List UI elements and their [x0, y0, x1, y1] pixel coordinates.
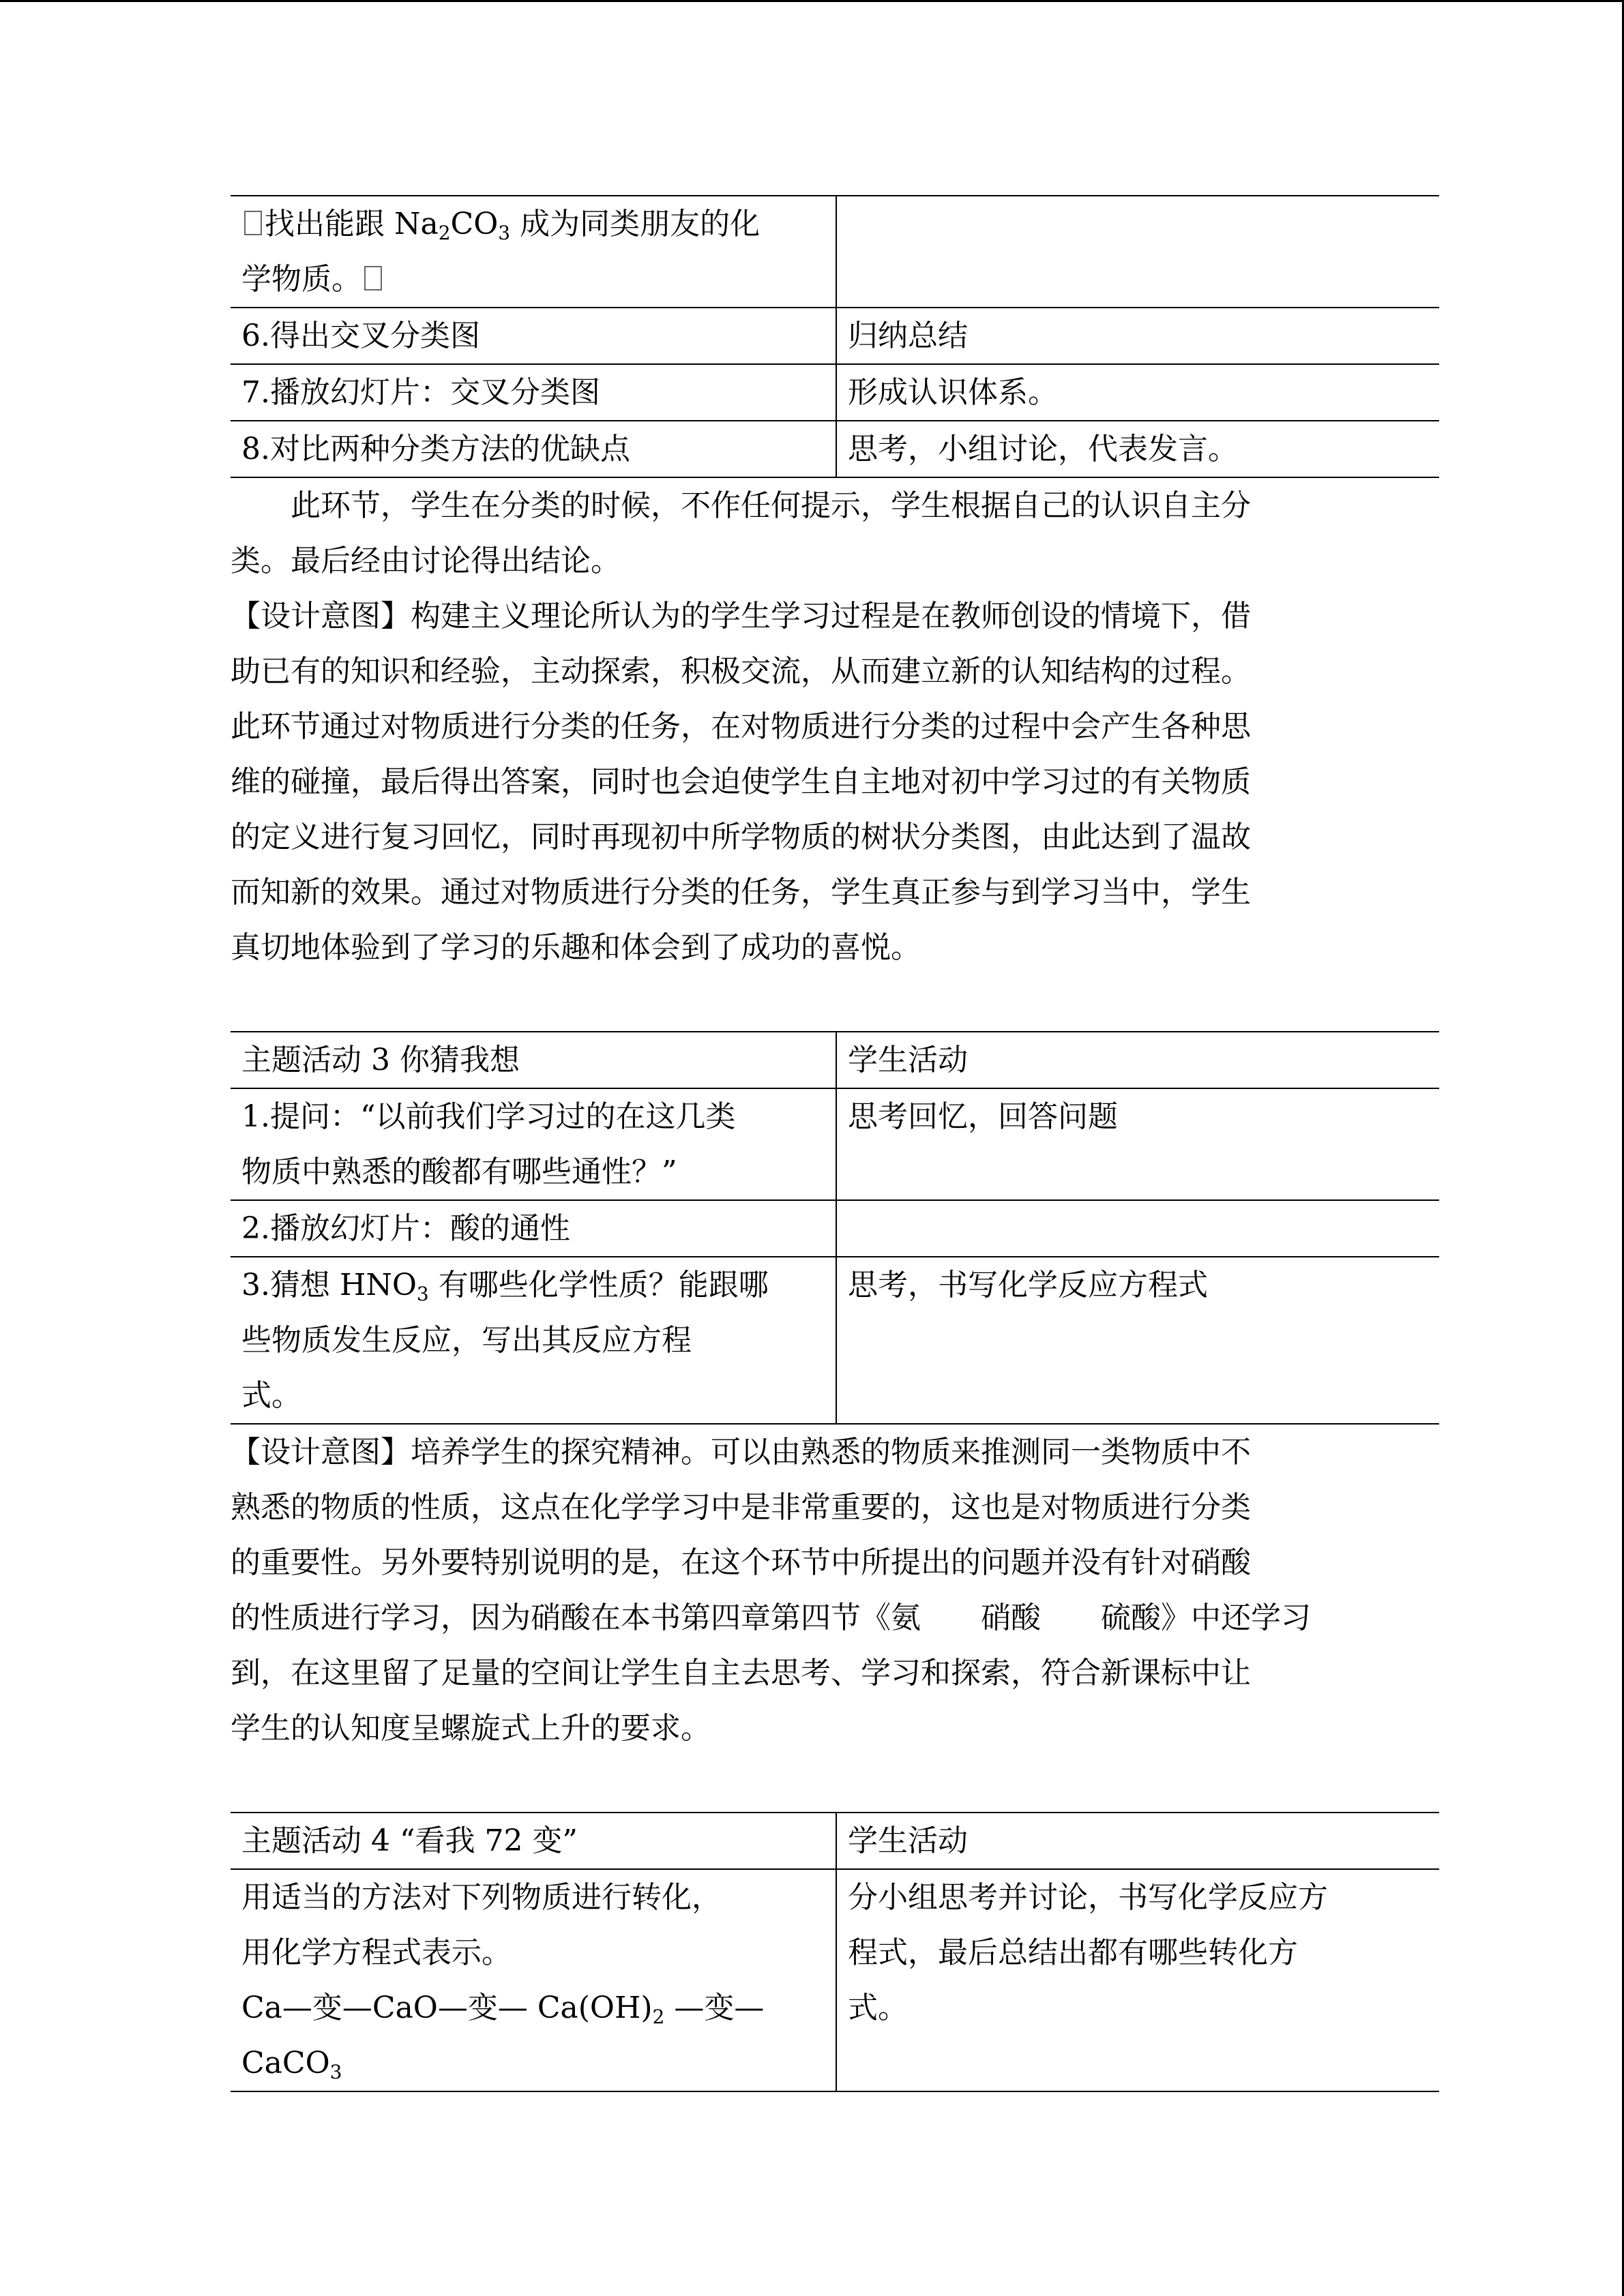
- table-header-row: [231, 1032, 1439, 1088]
- table-cell: 思考，小组讨论，代表发言。: [836, 421, 1439, 477]
- table-cell: [231, 1869, 836, 2091]
- table-header-cell: 主题活动 4 “看我 72 变”: [231, 1813, 836, 1869]
- table-row: [231, 308, 1439, 364]
- cell-text: 学物质。: [241, 262, 361, 297]
- cell-text: CaCO: [241, 2046, 330, 2081]
- table-row: [231, 1257, 1439, 1424]
- text-line: 类。最后经由讨论得出结论。: [231, 543, 621, 578]
- cell-text: 用适当的方法对下列物质进行转化，: [241, 1880, 722, 1915]
- table-cell: [231, 1088, 836, 1200]
- subscript: 3: [416, 1283, 429, 1305]
- cell-text: 些物质发生反应，写出其反应方程: [241, 1323, 692, 1358]
- paragraph-summary: [231, 478, 1394, 588]
- cell-text: 成为同类朋友的化: [510, 207, 761, 241]
- subscript: 2: [652, 2006, 665, 2028]
- cell-text: 物质中熟悉的酸都有哪些通性？”: [241, 1154, 677, 1189]
- text-line: 助已有的知识和经验，主动探索，积极交流，从而建立新的认知结构的过程。: [231, 654, 1251, 689]
- table-row: [231, 1200, 1439, 1257]
- document-body: [231, 195, 1394, 2092]
- activity-table-2-continued: [231, 195, 1439, 478]
- table-row: [231, 1088, 1439, 1200]
- spacer: [231, 975, 1394, 1031]
- cell-text: CO: [450, 207, 499, 241]
- placeholder-box-icon: [364, 266, 382, 290]
- paragraph-design-intent-1: [231, 588, 1394, 975]
- cell-text: 找出能跟 Na: [265, 207, 439, 241]
- text-line: 维的碰撞，最后得出答案，同时也会迫使学生自主地对初中学习过的有关物质: [231, 764, 1251, 799]
- table-header-cell: 学生活动: [836, 1032, 1439, 1088]
- table-cell: 形成认识体系。: [836, 364, 1439, 421]
- cell-text: 3.猜想 HNO: [241, 1268, 417, 1302]
- cell-text: —变—: [664, 1991, 765, 2025]
- subscript: 3: [329, 2061, 342, 2083]
- paragraph-design-intent-2: [231, 1425, 1394, 1756]
- text-line: 的性质进行学习，因为硝酸在本书第四章第四节《氨 硝酸 硫酸》中还学习: [231, 1600, 1311, 1635]
- table-row: [231, 421, 1439, 477]
- table-cell: [231, 1257, 836, 1424]
- cell-text: 程式，最后总结出都有哪些转化方: [848, 1935, 1298, 1970]
- table-cell: 思考，书写化学反应方程式: [836, 1257, 1439, 1424]
- text-line: 【设计意图】培养学生的探究精神。可以由熟悉的物质来推测同一类物质中不: [231, 1435, 1251, 1470]
- table-row: [231, 1869, 1439, 2091]
- text-line: 熟悉的物质的性质，这点在化学学习中是非常重要的，这也是对物质进行分类: [231, 1490, 1251, 1525]
- table-cell: 2.播放幻灯片：酸的通性: [231, 1200, 836, 1257]
- subscript: 2: [438, 222, 451, 244]
- placeholder-box-icon: [244, 211, 262, 235]
- table-header-cell: 主题活动 3 你猜我想: [231, 1032, 836, 1088]
- table-cell: [231, 196, 836, 308]
- text-line: 而知新的效果。通过对物质进行分类的任务，学生真正参与到学习当中，学生: [231, 875, 1251, 910]
- subscript: 3: [498, 222, 511, 244]
- text-line: 学生的认知度呈螺旋式上升的要求。: [231, 1711, 711, 1746]
- text-line: 【设计意图】构建主义理论所认为的学生学习过程是在教师创设的情境下，借: [231, 599, 1251, 633]
- text-line: 的定义进行复习回忆，同时再现初中所学物质的树状分类图，由此达到了温故: [231, 820, 1251, 854]
- text-line: 的重要性。另外要特别说明的是，在这个环节中所提出的问题并没有针对硝酸: [231, 1545, 1251, 1580]
- text-line: 到，在这里留了足量的空间让学生自主去思考、学习和探索，符合新课标中让: [231, 1656, 1251, 1690]
- cell-text: 式。: [848, 1991, 908, 2025]
- table-cell: [836, 1869, 1439, 2091]
- cell-text: 有哪些化学性质？能跟哪: [428, 1268, 769, 1302]
- table-cell: [836, 1200, 1439, 1257]
- table-cell: 归纳总结: [836, 308, 1439, 364]
- table-cell: 8.对比两种分类方法的优缺点: [231, 421, 836, 477]
- cell-text: 1.提问：“以前我们学习过的在这几类: [241, 1099, 736, 1134]
- text-line: 此环节通过对物质进行分类的任务，在对物质进行分类的过程中会产生各种思: [231, 709, 1251, 744]
- table-cell: 6.得出交叉分类图: [231, 308, 836, 364]
- table-row: [231, 364, 1439, 421]
- table-header-cell: 学生活动: [836, 1813, 1439, 1869]
- activity-table-4: [231, 1812, 1439, 2092]
- cell-text: 分小组思考并讨论，书写化学反应方: [848, 1880, 1328, 1915]
- cell-text: 用化学方程式表示。: [241, 1935, 512, 1970]
- table-header-row: [231, 1813, 1439, 1869]
- cell-text: 式。: [241, 1378, 301, 1413]
- activity-table-3: [231, 1031, 1439, 1425]
- table-row: [231, 196, 1439, 308]
- table-cell: 7.播放幻灯片：交叉分类图: [231, 364, 836, 421]
- cell-text: Ca—变—CaO—变— Ca(OH): [241, 1991, 653, 2025]
- text-line: 此环节，学生在分类的时候，不作任何提示，学生根据自己的认识自主分: [291, 488, 1251, 523]
- table-cell: 思考回忆，回答问题: [836, 1088, 1439, 1200]
- table-cell: [836, 196, 1439, 308]
- text-line: 真切地体验到了学习的乐趣和体会到了成功的喜悦。: [231, 930, 921, 965]
- spacer: [231, 1756, 1394, 1812]
